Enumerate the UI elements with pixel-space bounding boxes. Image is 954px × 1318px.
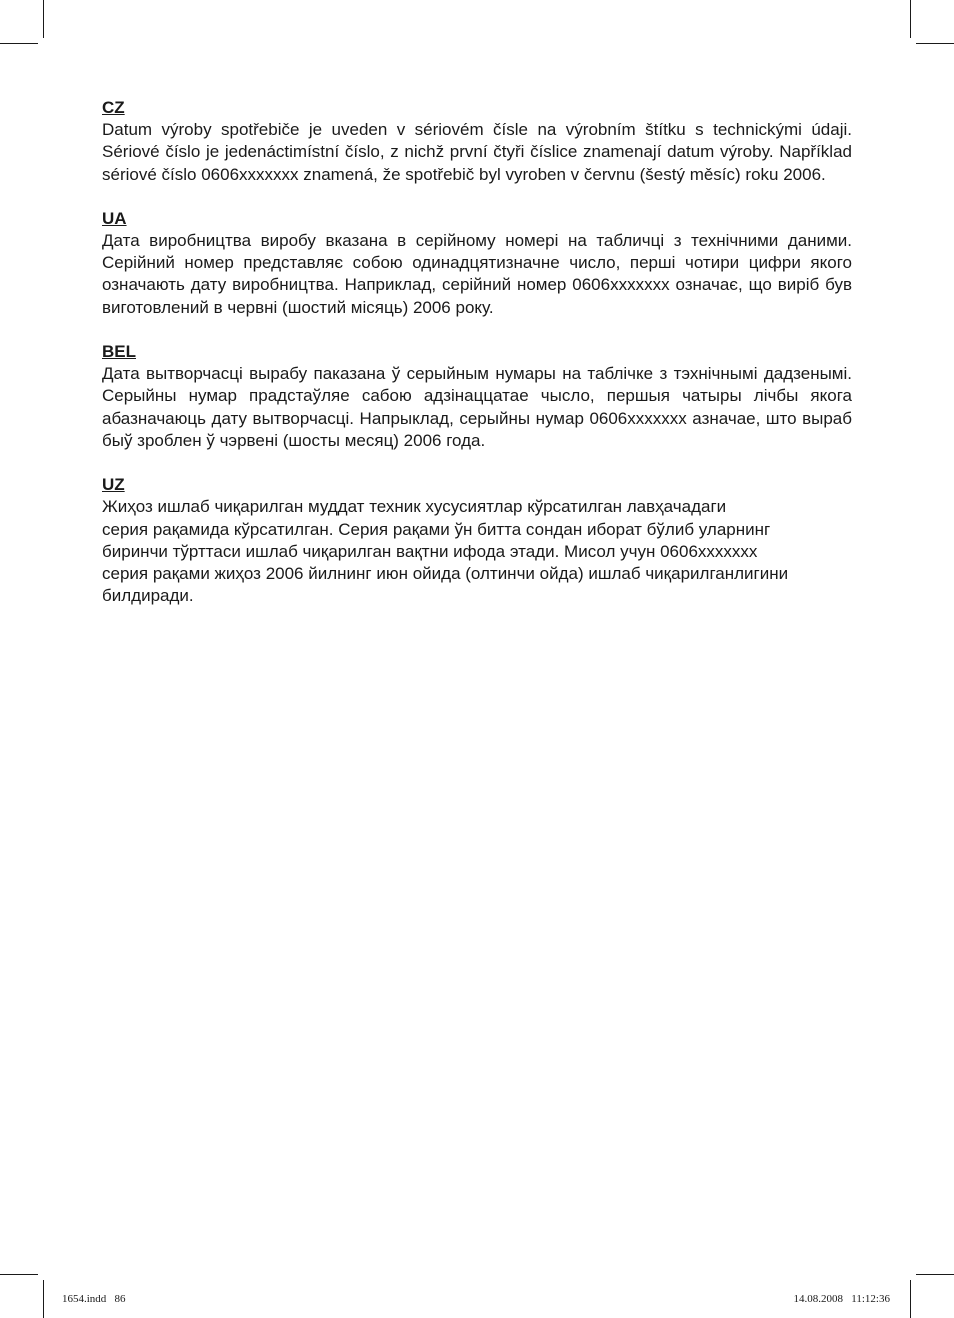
- section-heading-cz: CZ: [102, 98, 125, 117]
- section-cz: [102, 97, 852, 186]
- crop-mark-bottom-left-vertical: [43, 1280, 44, 1318]
- crop-mark-bottom-right-vertical: [910, 1280, 911, 1318]
- section-uz: [102, 474, 852, 607]
- crop-mark-top-right-vertical: [910, 0, 911, 38]
- crop-mark-bottom-left-horizontal: [0, 1274, 38, 1275]
- crop-mark-bottom-right-horizontal: [916, 1274, 954, 1275]
- section-ua: [102, 208, 852, 319]
- crop-mark-top-left-horizontal: [0, 43, 38, 44]
- footer-timestamp: 14.08.2008 11:12:36: [793, 1293, 890, 1305]
- section-text-uz-line: билдиради.: [102, 586, 194, 606]
- document-body: [102, 97, 852, 630]
- section-heading-bel: BEL: [102, 342, 136, 362]
- section-text-bel: Дата вытворчасці вырабу паказана ў серыйным нумары на таблічке з тэхнічнымі дадзенымі. Серыйны нумар прадстаўляе сабою адзінаццатае чысло, першыя чатыры лічбы якога абазначаюць дату вытворчасці. Напрыклад, серыйны нумар 0606xxxxxxx азначае, што выраб быў зроблен ў чэрвені (шосты месяц) 2006 года.: [102, 364, 852, 450]
- section-heading-uz: UZ: [102, 475, 125, 495]
- section-heading-ua: UA: [102, 208, 127, 228]
- section-text-uz-line: биринчи тўрттаси ишлаб чиқарилган вақтни ифода этади. Мисол учун 0606xxxxxxx: [102, 541, 758, 561]
- section-text-uz-line: Жиҳоз ишлаб чиқарилган муддат техник хусусиятлар кўрсатилган лавҳачадаги: [102, 497, 727, 517]
- section-bel: [102, 341, 852, 452]
- crop-mark-top-left-vertical: [43, 0, 44, 38]
- section-text-uz-line: серия рақами жиҳоз 2006 йилнинг июн ойида (олтинчи ойда) ишлаб чиқарилганлигини: [102, 564, 789, 584]
- section-text-uz-line: серия рақамида кўрсатилган. Серия рақами ўн битта сондан иборат бўлиб уларнинг: [102, 519, 771, 539]
- footer-file-name: 1654.indd 86: [62, 1293, 126, 1305]
- section-text-uz: [102, 496, 852, 607]
- section-text-cz: Datum výroby spotřebiče je uveden v sériovém čísle na výrobním štítku s technickými údaji. Sériové číslo je jedenáctimístní číslo, z nichž první čtyři číslice znamenají datum výroby. Například sériové číslo 0606xxxxxxx znamená, že spotřebič byl vyroben v červnu (šestý měsíc) roku 2006.: [102, 120, 852, 184]
- section-text-ua: Дата виробництва виробу вказана в серійному номері на табличці з технічними даними. Серійний номер представляє собою одинадцятизначне число, перші чотири цифри якого означають дату виробництва. Наприклад, серійний номер 0606xxxxxxx означає, що виріб був виготовлений в червні (шостий місяць) 2006 року.: [102, 230, 852, 317]
- crop-mark-top-right-horizontal: [916, 43, 954, 44]
